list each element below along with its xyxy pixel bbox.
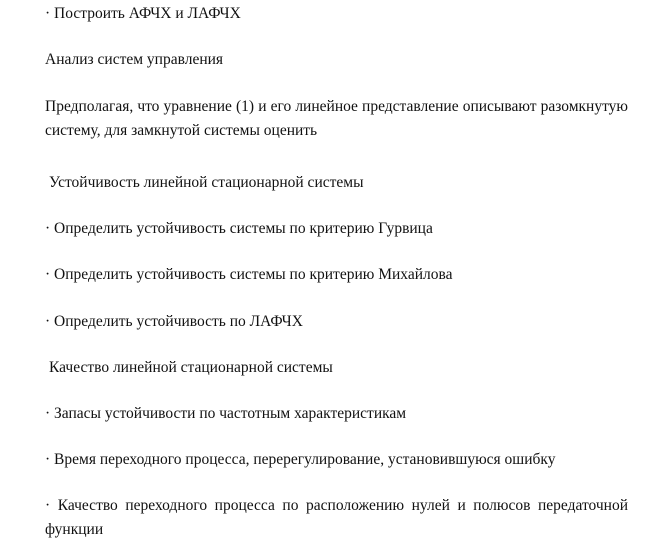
bullet-transient-time: · Время переходного процесса, перерегулирование, установившуюся ошибку [45, 451, 556, 468]
bullet-stability-margins: · Запасы устойчивости по частотным характеристикам [45, 405, 407, 422]
bullet-zeros-poles: · Качество переходного процесса по расположению нулей и полюсов передаточной функции [45, 497, 628, 538]
subheading-quality: Качество линейной стационарной системы [49, 359, 333, 376]
paragraph-assumption: Предполагая, что уравнение (1) и его линейное представление описывают разомкнутую систему, для замкнутой системы оценить [45, 98, 628, 139]
bullet-mikhailov: · Определить устойчивость системы по критерию Михайлова [45, 266, 453, 283]
bullet-build-afchh: · Построить АФЧХ и ЛАФЧХ [45, 5, 241, 22]
bullet-lafchh-stability: · Определить устойчивость по ЛАФЧХ [45, 313, 303, 330]
subheading-stability: Устойчивость линейной стационарной системы [49, 174, 364, 191]
section-heading-analysis: Анализ систем управления [45, 51, 224, 68]
bullet-hurwitz: · Определить устойчивость системы по критерию Гурвица [45, 220, 433, 237]
